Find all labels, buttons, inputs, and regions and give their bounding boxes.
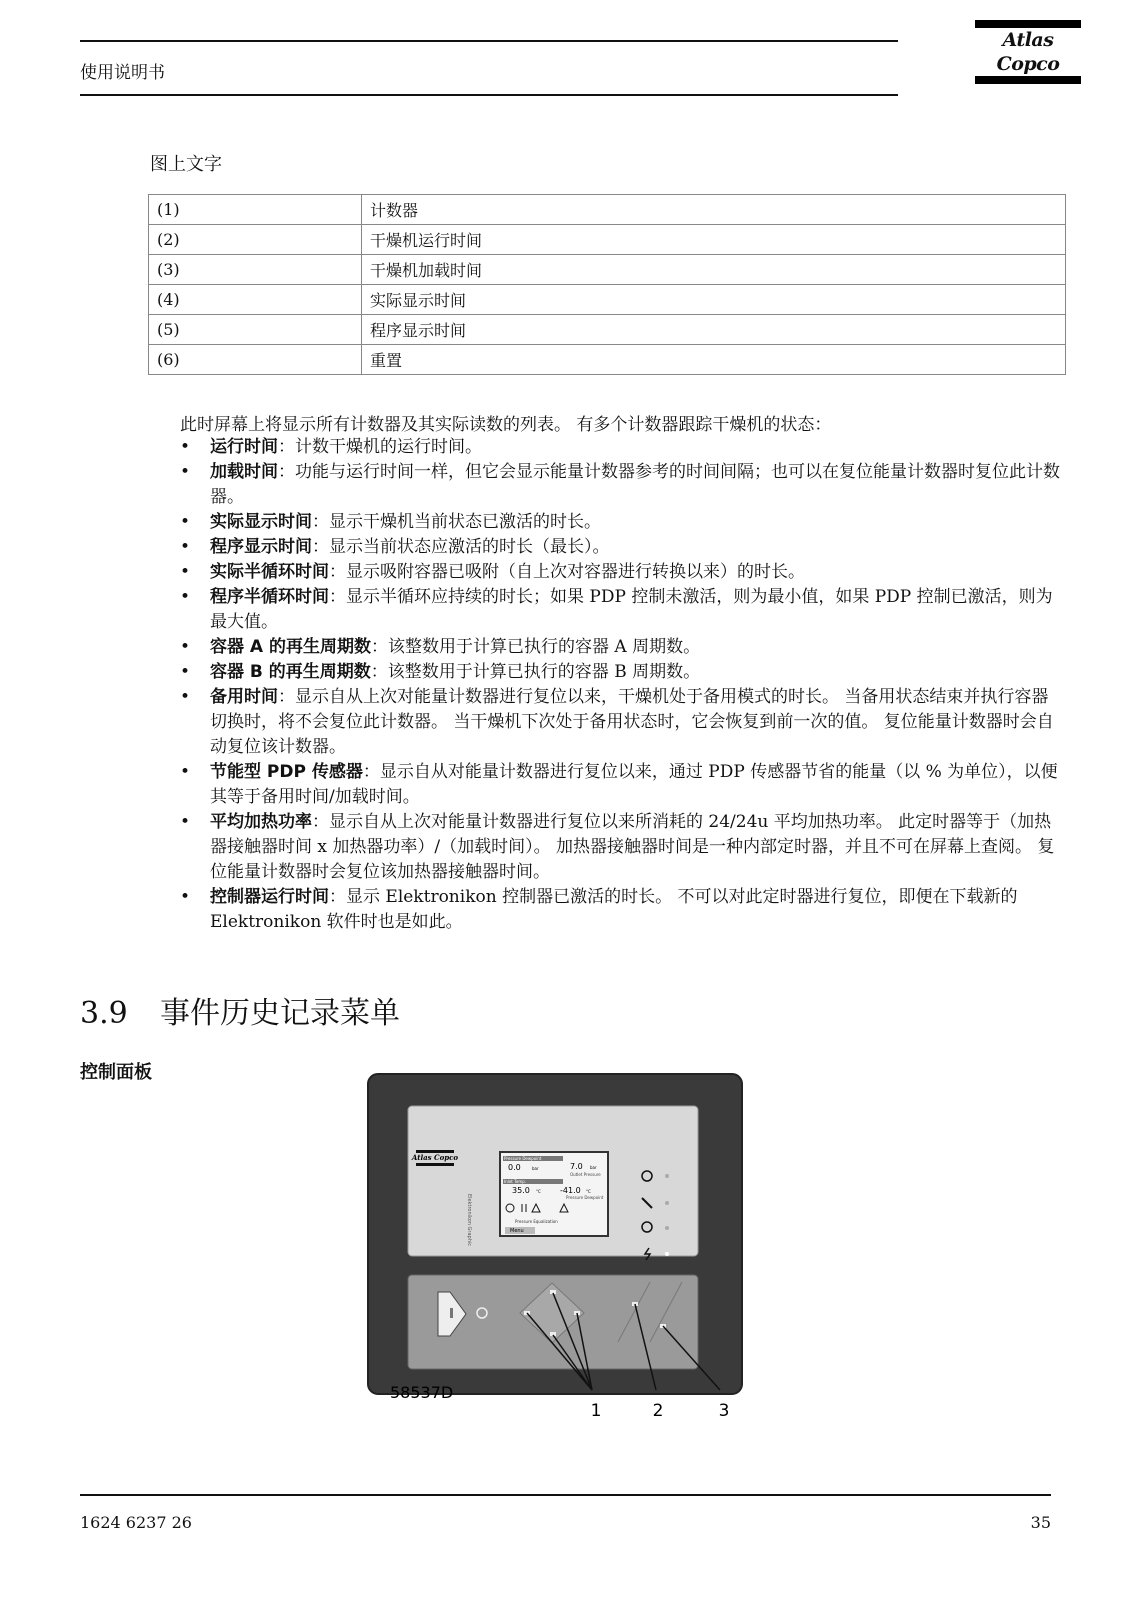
list-item: • 节能型 PDP 传感器：显示自从对能量计数器进行复位以来，通过 PDP 传感器节省的能量（以 % 为单位），以便其等于备用时间/加载时间。 bbox=[180, 760, 1060, 810]
legend-table bbox=[148, 194, 1066, 375]
legend-caption: 图上文字 bbox=[150, 154, 222, 175]
svg-text:Pressure Equalization: Pressure Equalization bbox=[515, 1219, 558, 1224]
counter-list bbox=[180, 435, 1060, 935]
table-row: (4) 实际显示时间 bbox=[149, 285, 1066, 315]
list-item: • 实际半循环时间：显示吸附容器已吸附（自上次对容器进行转换以来）的时长。 bbox=[180, 560, 1060, 585]
table-row: (5) 程序显示时间 bbox=[149, 315, 1066, 345]
svg-text:Outlet Pressure: Outlet Pressure bbox=[570, 1172, 601, 1177]
list-item: • 程序半循环时间：显示半循环应持续的时长；如果 PDP 控制未激活，则为最小值，如果 PDP 控制已激活，则为最大值。 bbox=[180, 585, 1060, 635]
svg-text:Menu: Menu bbox=[510, 1228, 524, 1234]
callout-3: 3 bbox=[718, 1401, 730, 1421]
table-row: (1) 计数器 bbox=[149, 195, 1066, 225]
screen-value: 35.0 bbox=[512, 1186, 530, 1195]
intro-paragraph: 此时屏幕上将显示所有计数器及其实际读数的列表。 有多个计数器跟踪干燥机的状态： bbox=[180, 415, 832, 435]
list-item: • 加载时间：功能与运行时间一样，但它会显示能量计数器参考的时间间隔；也可以在复位能量计数器时复位此计数器。 bbox=[180, 460, 1060, 510]
section-number: 3.9 bbox=[80, 996, 128, 1031]
list-item: • 实际显示时间：显示干燥机当前状态已激活的时长。 bbox=[180, 510, 1060, 535]
list-item: • 控制器运行时间：显示 Elektronikon 控制器已激活的时长。 不可以对此定时器进行复位，即便在下载新的 Elektronikon 软件时也是如此。 bbox=[180, 885, 1060, 935]
svg-text:°C: °C bbox=[586, 1189, 591, 1194]
header-title: 使用说明书 bbox=[80, 63, 165, 83]
section-title: 事件历史记录菜单 bbox=[160, 996, 400, 1031]
list-item: • 平均加热功率：显示自从上次对能量计数器进行复位以来所消耗的 24/24u 平均加热功率。 此定时器等于（加热器接触器时间 x 加热器功率）/（加载时间）。 加热器接触器时间是一种内部定时器，并且不可在屏幕上查阅。 复位能量计数器时会复位该加热器接触器时间。 bbox=[180, 810, 1060, 885]
screen-value: -41.0 bbox=[560, 1186, 581, 1195]
subheading: 控制面板 bbox=[80, 1062, 152, 1083]
doc-number: 1624 6237 26 bbox=[80, 1513, 192, 1532]
footer-rule bbox=[80, 1494, 1051, 1496]
figure-id: 58537D bbox=[390, 1383, 454, 1402]
list-item: • 容器 A 的再生周期数：该整数用于计算已执行的容器 A 周期数。 bbox=[180, 635, 1060, 660]
list-item: • 运行时间：计数干燥机的运行时间。 bbox=[180, 435, 1060, 460]
callout-1: 1 bbox=[590, 1401, 602, 1421]
screen-value: 7.0 bbox=[570, 1162, 583, 1171]
table-row: (3) 干燥机加载时间 bbox=[149, 255, 1066, 285]
svg-text:Inlet Temp.: Inlet Temp. bbox=[504, 1179, 527, 1184]
screen-value: 0.0 bbox=[508, 1163, 521, 1172]
svg-text:Pressure Dewpoint: Pressure Dewpoint bbox=[566, 1195, 604, 1200]
panel-side-label: Elektronikon Graphic bbox=[466, 1193, 472, 1247]
brand-logo: Atlas Copco bbox=[975, 20, 1081, 84]
panel-brand: Atlas Copco bbox=[411, 1153, 459, 1162]
table-row: (6) 重置 bbox=[149, 345, 1066, 375]
table-row: (2) 干燥机运行时间 bbox=[149, 225, 1066, 255]
svg-text:°C: °C bbox=[536, 1189, 541, 1194]
svg-text:bar: bar bbox=[590, 1165, 597, 1170]
control-panel-figure bbox=[360, 1070, 760, 1430]
header-rule-top bbox=[80, 40, 898, 42]
list-item: • 容器 B 的再生周期数：该整数用于计算已执行的容器 B 周期数。 bbox=[180, 660, 1060, 685]
callout-2: 2 bbox=[652, 1401, 664, 1421]
svg-text:bar: bar bbox=[532, 1166, 539, 1171]
section-heading bbox=[80, 988, 400, 1032]
list-item: • 程序显示时间：显示当前状态应激活的时长（最长）。 bbox=[180, 535, 1060, 560]
svg-text:Pressure Dewpoint: Pressure Dewpoint bbox=[504, 1156, 542, 1161]
page-number: 35 bbox=[1030, 1513, 1051, 1532]
list-item: • 备用时间：显示自从上次对能量计数器进行复位以来，干燥机处于备用模式的时长。 当备用状态结束并执行容器切换时，将不会复位此计数器。 当干燥机下次处于备用状态时，它会恢复到前一次的值。 复位能量计数器时会自动复位该计数器。 bbox=[180, 685, 1060, 760]
header-rule-bottom bbox=[80, 94, 898, 96]
